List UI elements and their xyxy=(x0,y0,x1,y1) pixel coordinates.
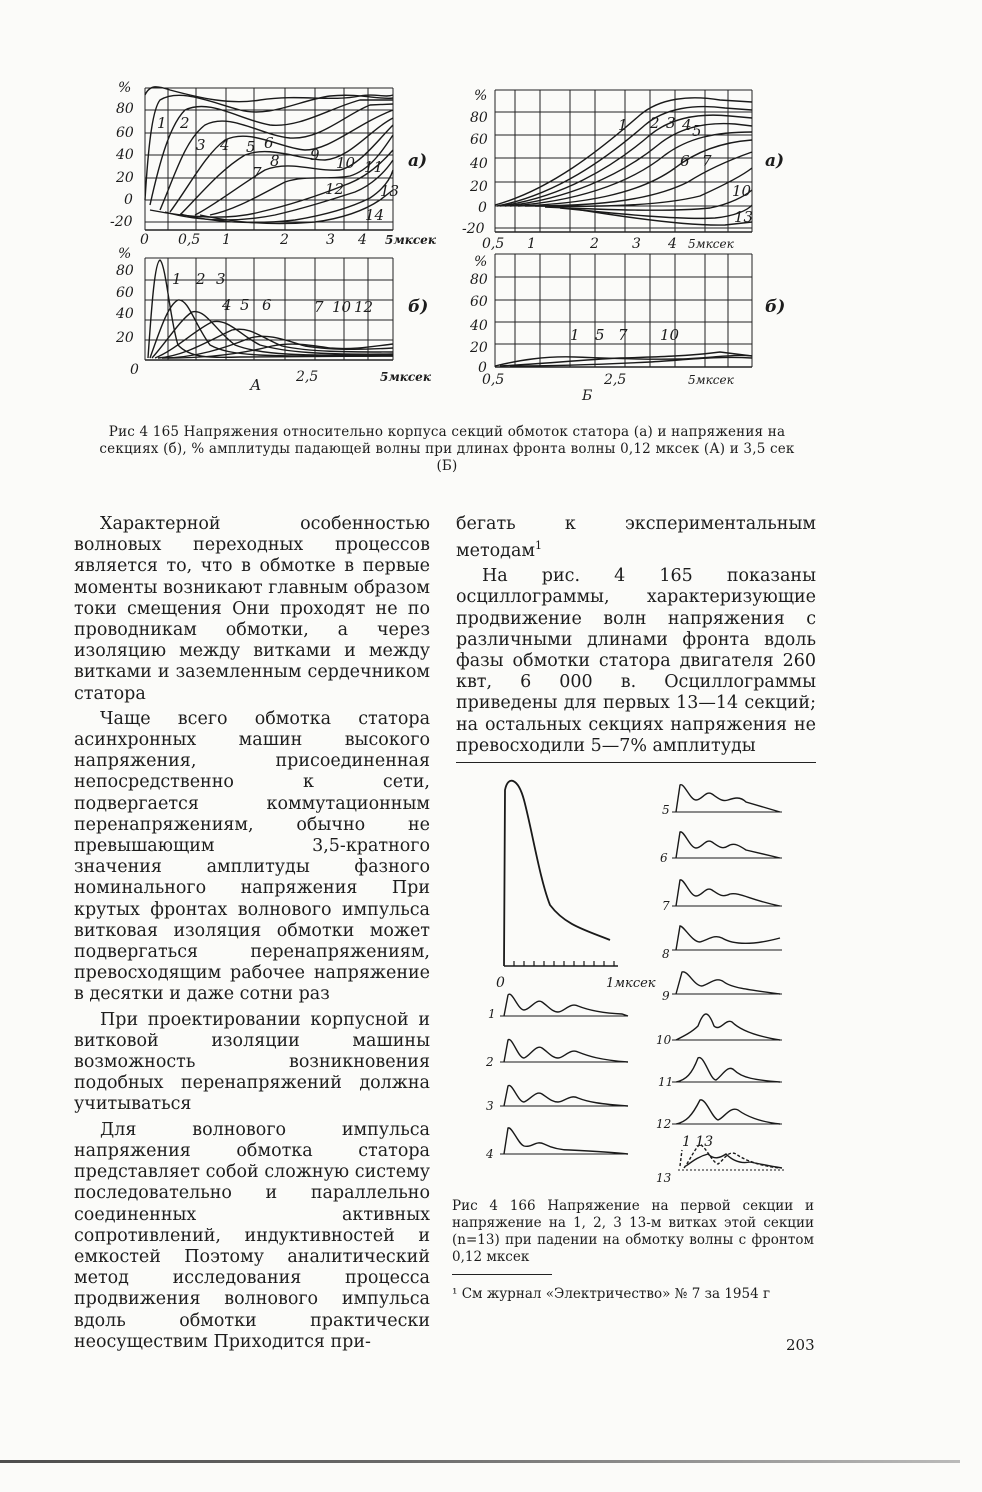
y-tick: 40 xyxy=(470,156,488,172)
fig165-right-bottom-curve-labels xyxy=(570,326,680,344)
curve-label: 3 xyxy=(196,136,206,154)
x-tick: 4 xyxy=(358,232,367,248)
fig165-right-top-grid xyxy=(495,90,752,232)
x-tick: 0 xyxy=(140,232,149,248)
curve-label: 4 xyxy=(682,116,692,134)
curve-label: 12 xyxy=(325,180,345,198)
y-tick: 40 xyxy=(116,306,134,322)
trace-label: 10 xyxy=(656,1033,672,1047)
fig165-group-a-label: А xyxy=(250,376,262,394)
paragraph: На рис. 4 165 показаны осциллограммы, характеризующие продвижение волн напряжения с различными длинами фронта вдоль фазы обмотки статора двигателя 260 квт, 6 000 в. Осциллограммы приведены для первых 13—14 секций; на остальных секциях напряжения не превосходили 5—7% амплитуды xyxy=(456,566,816,756)
y-tick: 20 xyxy=(116,170,134,186)
y-tick: % xyxy=(474,88,488,104)
y-tick: 60 xyxy=(470,294,488,310)
y-tick: 60 xyxy=(116,285,134,301)
fig166-caption: Рис 4 166 Напряжение на первой секции и напряжение на 1, 2, 3 13-м витках этой секции (n=13) при падении на обмотку волны с фронтом 0,12 мксек xyxy=(452,1198,814,1265)
curve-label: 10 xyxy=(332,298,352,316)
curve-label: 9 xyxy=(310,146,320,164)
section-rule xyxy=(456,762,816,763)
curve-label: 1 xyxy=(570,326,580,344)
paragraph xyxy=(456,514,816,562)
curve-label: 1 xyxy=(157,114,167,132)
fig166-left-labels xyxy=(485,1007,496,1161)
x-tick: 5мксек xyxy=(380,370,431,384)
trace-label: 12 xyxy=(656,1117,672,1131)
fig165-left-top-y-ticks xyxy=(110,80,134,230)
footnote-rule xyxy=(452,1274,552,1275)
y-tick: 20 xyxy=(470,179,488,195)
fig166-main-pulse xyxy=(504,781,618,966)
fig165-left-bottom-y-ticks xyxy=(115,246,134,346)
trace-label: 13 xyxy=(656,1171,672,1185)
y-tick: 80 xyxy=(116,263,134,279)
fig165-right-bottom-x-ticks xyxy=(482,372,735,388)
curve-label: 6 xyxy=(262,296,272,314)
paragraph-text: бегать к экспериментальным методам xyxy=(456,514,816,562)
fig165-left-panel-a-label: а) xyxy=(408,151,428,171)
trace-label: 5 xyxy=(662,803,670,817)
curve-label: 2 xyxy=(650,114,660,132)
y-tick: -20 xyxy=(110,214,133,230)
x-tick: 1 xyxy=(222,232,231,248)
fig165-right-top-x-ticks xyxy=(482,236,735,252)
fig165-right-bottom-y-ticks xyxy=(469,254,488,376)
y-tick: 0 xyxy=(478,200,487,216)
curve-label: 4 xyxy=(222,296,232,314)
x-tick: 0,5 xyxy=(482,236,505,252)
footnote: ¹ См журнал «Электричество» № 7 за 1954 г xyxy=(452,1286,771,1302)
fig165-left-panel-b-label: б) xyxy=(408,297,429,317)
curve-label: 2 xyxy=(196,270,206,288)
scan-edge xyxy=(0,1460,960,1463)
y-tick: % xyxy=(474,254,488,270)
fig165-left-bottom-curve-labels xyxy=(172,270,373,316)
x-tick: 2,5 xyxy=(296,369,319,385)
curve-label: 7 xyxy=(252,164,262,182)
trace-label: 11 xyxy=(658,1075,674,1089)
fig165-left-top-grid xyxy=(145,88,393,230)
fig166-axis-zero: 0 xyxy=(496,975,505,991)
y-tick: 80 xyxy=(470,272,488,288)
right-text-column xyxy=(456,514,816,757)
y-tick: 20 xyxy=(116,330,134,346)
y-tick: 40 xyxy=(116,147,134,163)
curve-label: 1 xyxy=(618,116,628,134)
x-tick: 5мксек xyxy=(688,237,734,251)
x-tick: 5мксек xyxy=(385,233,436,247)
curve-label: 5 xyxy=(240,296,250,314)
fig165-left-bottom-x-ticks xyxy=(130,362,432,385)
x-tick: 2 xyxy=(590,236,599,252)
paragraph: При проектировании корпусной и витковой изоляции машины возможность возникновения подобных перенапряжений должна учитываться xyxy=(74,1009,430,1115)
curve-label: 11 xyxy=(364,158,384,176)
footnote-marker: 1 xyxy=(535,539,543,553)
x-tick: 2,5 xyxy=(604,372,627,388)
y-tick: 0 xyxy=(124,192,133,208)
left-text-column xyxy=(74,514,430,1353)
fig166-right-labels xyxy=(656,803,673,1185)
trace-label: 7 xyxy=(662,899,670,913)
curve-label: 3 xyxy=(216,270,226,288)
y-tick: 80 xyxy=(470,110,488,126)
fig166-annotation: 1 13 xyxy=(682,1134,714,1150)
curve-label: 10 xyxy=(660,326,680,344)
curve-label: 4 xyxy=(220,136,230,154)
fig166-axis-unit: 1мксек xyxy=(606,976,656,991)
paragraph: Чаще всего обмотка статора асинхронных машин высокого напряжения, присоединенная непосредственно к сети, подвергается коммутационным перенапряжениям, обычно не превышающим 3,5-кратного значения амплитуды фазного номинального напряжения При крутых фронтах волнового импульса витковая изоляция обмотки может подвергаться перенапряжениям, превосходящим рабочее напряжение в десятки и даже сотни раз xyxy=(74,708,430,1005)
y-tick: 40 xyxy=(470,318,488,334)
x-tick: 5мксек xyxy=(688,373,734,387)
fig166-left-traces xyxy=(500,994,628,1154)
x-tick: 2 xyxy=(280,232,289,248)
paragraph: Для волнового импульса напряжения обмотка статора представляет собой сложную систему последовательно и параллельно соединенных активных сопротивлений, индуктивностей и емкостей Поэтому аналитический метод исследования процесса продвижения волнового импульса вдоль обмотки практически неосуществим Приходится при- xyxy=(74,1119,430,1352)
curve-label: 10 xyxy=(336,154,356,172)
fig165-right-top-y-ticks xyxy=(462,88,488,237)
fig165-right-panel-b-label: б) xyxy=(765,297,786,317)
trace-label: 6 xyxy=(660,851,668,865)
y-tick: % xyxy=(118,246,132,262)
paragraph: Характерной особенностью волновых переходных процессов является то, что в обмотке в первые моменты возникают главным образом токи смещения Они проходят не по проводникам обмотки, а через изоляцию между витками и между витками и заземленным сердечником статора xyxy=(74,514,430,704)
curve-label: 12 xyxy=(354,298,374,316)
x-tick: 1 xyxy=(527,236,536,252)
curve-label: 14 xyxy=(365,206,385,224)
trace-label: 9 xyxy=(662,989,670,1003)
curve-label: 3 xyxy=(666,114,676,132)
x-tick: 0,5 xyxy=(178,232,201,248)
curve-label: 10 xyxy=(732,182,752,200)
curve-label: 1 xyxy=(172,270,182,288)
fig166-right-traces xyxy=(672,785,784,1170)
curve-label: 5 xyxy=(246,138,256,156)
y-tick: 20 xyxy=(470,340,488,356)
curve-label: 8 xyxy=(270,152,280,170)
trace-label: 4 xyxy=(486,1147,494,1161)
curve-label: 7 xyxy=(314,298,324,316)
x-tick: 3 xyxy=(326,232,335,248)
curve-label: 6 xyxy=(264,134,274,152)
curve-label: 7 xyxy=(702,152,712,170)
curve-label: 13 xyxy=(734,208,754,226)
page-number: 203 xyxy=(786,1336,815,1354)
curve-label: 7 xyxy=(618,326,628,344)
x-tick: 0 xyxy=(130,362,139,378)
y-tick: -20 xyxy=(462,221,485,237)
curve-label: 5 xyxy=(595,326,605,344)
trace-label: 8 xyxy=(662,947,670,961)
curve-label: 6 xyxy=(680,152,690,170)
trace-label: 2 xyxy=(486,1055,494,1069)
x-tick: 0,5 xyxy=(482,372,505,388)
curve-label: 13 xyxy=(380,182,400,200)
fig165-right-bottom-grid xyxy=(495,254,752,367)
curve-label: 2 xyxy=(180,114,190,132)
curve-label: 5 xyxy=(692,122,702,140)
x-tick: 3 xyxy=(632,236,641,252)
y-tick: 80 xyxy=(116,101,134,117)
y-tick: 0 xyxy=(478,360,487,376)
trace-label: 3 xyxy=(486,1099,494,1113)
y-tick: 60 xyxy=(116,125,134,141)
fig165-group-b-label: Б xyxy=(582,388,593,404)
y-tick: 60 xyxy=(470,132,488,148)
x-tick: 4 xyxy=(668,236,677,252)
fig165-left-top-x-ticks xyxy=(140,232,437,248)
fig165-caption: Рис 4 165 Напряжения относительно корпуса секций обмоток статора (а) и напряжения на секциях (б), % амплитуды падающей волны при длинах фронта волны 0,12 мксек (А) и 3,5 сек (Б) xyxy=(99,424,795,474)
fig165-right-panel-a-label: а) xyxy=(765,151,785,171)
y-tick: % xyxy=(118,80,132,96)
trace-label: 1 xyxy=(488,1007,496,1021)
fig165-right-bottom-curves xyxy=(495,352,752,366)
